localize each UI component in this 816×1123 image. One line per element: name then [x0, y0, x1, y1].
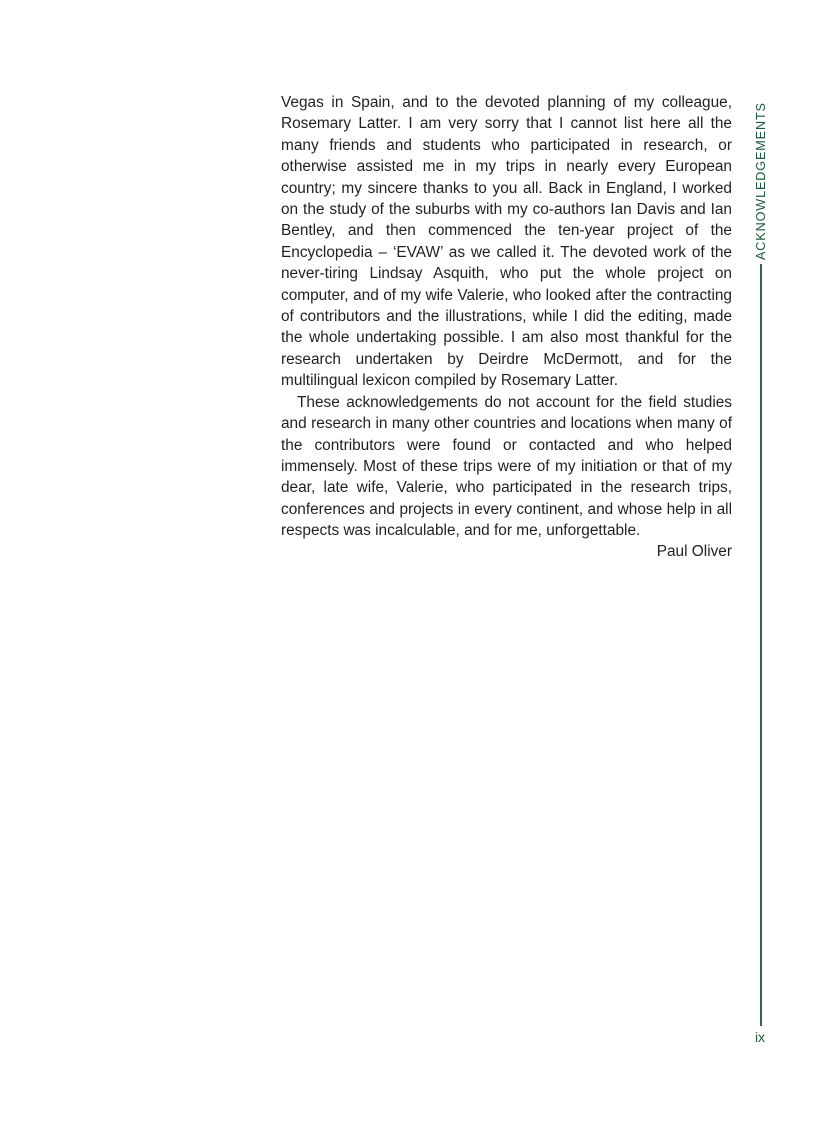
- margin-rule: [760, 264, 762, 1026]
- paragraph-2: These acknowledgements do not account for the field studies and research in many other countries and locations when many of the contributors were found or contacted and who helped immensely. Most of these trips were of my initiation or that of my dear, late wife, Valerie, who participated in the research trips, conferences and projects in every continent, and whose help in all respects was incalculable, and for me, unforgettable.: [281, 393, 732, 540]
- body-text: [281, 92, 732, 542]
- author-signature: Paul Oliver: [656, 543, 732, 560]
- running-head: ACKNOWLEDGEMENTS: [754, 102, 768, 260]
- paragraph-1: Vegas in Spain, and to the devoted planning of my colleague, Rosemary Latter. I am very sorry that I cannot list here all the many friends and students who participated in research, or otherwise assisted me in my trips in nearly every European country; my sincere thanks to you all. Back in England, I worked on the study of the suburbs with my co-authors Ian Davis and Ian Bentley, and then commenced the ten-year project of the Encyclopedia – ‘EVAW’ as we called it. The devoted work of the never-tiring Lindsay Asquith, who put the whole project on computer, and of my wife Valerie, who looked after the contracting of contributors and the illustrations, while I did the editing, made the whole undertaking possible. I am also most thankful for the research undertaken by Deirdre McDermott, and for the multilingual lexicon compiled by Rosemary Latter.: [281, 94, 732, 390]
- page-number: ix: [754, 1029, 766, 1045]
